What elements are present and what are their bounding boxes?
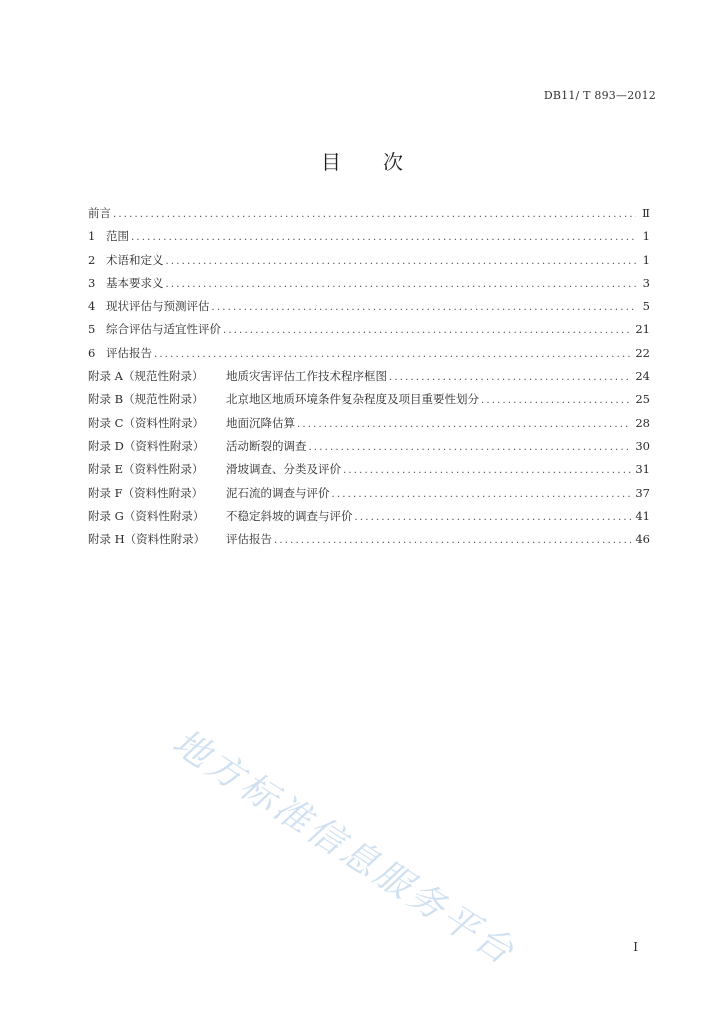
toc-item-1[interactable] <box>88 228 650 251</box>
toc-item-foreword[interactable] <box>88 205 650 228</box>
toc-item-page: 46 <box>635 532 650 547</box>
toc-item-label: 地质灾害评估工作技术程序框图 <box>226 369 387 384</box>
toc-item-page: 24 <box>635 369 650 384</box>
title-char-2: 次 <box>383 150 403 174</box>
toc-appendix-prefix: 附录 E（资料性附录） <box>88 462 204 477</box>
toc-item-page: 3 <box>642 275 650 290</box>
page-title <box>0 146 724 175</box>
toc-item-label: 地面沉降估算 <box>226 415 295 430</box>
toc-item-appendix-g[interactable] <box>88 508 650 531</box>
toc-item-2[interactable] <box>88 252 650 275</box>
toc-appendix-prefix: 附录 D（资料性附录） <box>88 438 205 453</box>
toc-item-6[interactable] <box>88 345 650 368</box>
toc-leader-dots <box>389 370 631 386</box>
toc-leader-dots <box>212 300 637 316</box>
toc-item-3[interactable] <box>88 275 650 298</box>
toc-item-page: 5 <box>642 299 650 314</box>
toc-item-label: 泥石流的调查与评价 <box>226 485 330 500</box>
toc-item-page: 28 <box>635 415 650 430</box>
toc-item-page: 25 <box>635 392 650 407</box>
watermark: 地方标准信息服务平台 <box>165 721 524 975</box>
toc-item-page: 21 <box>635 322 650 337</box>
toc-item-label: 综合评估与适宜性评价 <box>106 322 221 337</box>
toc-item-label: 基本要求义 <box>106 275 164 290</box>
toc-leader-dots <box>113 207 636 223</box>
toc-item-label: 术语和定义 <box>106 252 164 267</box>
toc-item-appendix-d[interactable] <box>88 438 650 461</box>
toc-leader-dots <box>343 463 631 479</box>
toc-appendix-prefix: 附录 F（资料性附录） <box>88 485 204 500</box>
toc-item-label: 滑坡调查、分类及评价 <box>226 462 341 477</box>
toc-item-page: 30 <box>635 438 650 453</box>
toc-leader-dots <box>131 230 636 246</box>
toc-item-page: 22 <box>635 345 650 360</box>
document-code: DB11/ T 893—2012 <box>543 89 656 102</box>
toc-item-label: 不稳定斜坡的调查与评价 <box>226 508 353 523</box>
toc-leader-dots <box>274 533 631 549</box>
toc-item-page: Ⅱ <box>642 206 650 220</box>
toc-item-appendix-c[interactable] <box>88 415 650 438</box>
toc-item-appendix-f[interactable] <box>88 485 650 508</box>
toc-item-number: 1 <box>88 229 96 244</box>
toc-item-5[interactable] <box>88 321 650 344</box>
title-char-1: 目 <box>321 150 341 174</box>
toc-item-appendix-e[interactable] <box>88 461 650 484</box>
toc-item-page: 37 <box>635 485 650 500</box>
toc-item-appendix-b[interactable] <box>88 391 650 414</box>
toc-item-label: 范围 <box>106 229 129 244</box>
toc-item-appendix-h[interactable] <box>88 531 650 554</box>
toc-item-appendix-a[interactable] <box>88 368 650 391</box>
toc-item-label: 评估报告 <box>226 532 272 547</box>
toc-item-4[interactable] <box>88 298 650 321</box>
toc-item-number: 6 <box>88 345 96 360</box>
toc-item-label: 前言 <box>88 206 111 220</box>
toc-appendix-prefix: 附录 G（资料性附录） <box>88 508 205 523</box>
toc-item-label: 现状评估与预测评估 <box>106 299 210 314</box>
toc-item-label: 活动断裂的调查 <box>226 438 307 453</box>
page-number: I <box>633 940 638 954</box>
toc-item-label: 北京地区地质环境条件复杂程度及项目重要性划分 <box>226 392 479 407</box>
toc-leader-dots <box>223 323 631 339</box>
toc-leader-dots <box>355 510 632 526</box>
toc-leader-dots <box>481 393 631 409</box>
toc-leader-dots <box>309 440 632 456</box>
toc-item-number: 4 <box>88 299 96 314</box>
toc-leader-dots <box>332 487 632 503</box>
toc-item-page: 31 <box>635 462 650 477</box>
toc-appendix-prefix: 附录 A（规范性附录） <box>88 369 204 384</box>
toc-leader-dots <box>297 417 631 433</box>
toc-item-number: 5 <box>88 322 96 337</box>
toc-item-page: 1 <box>642 252 650 267</box>
toc-item-label: 评估报告 <box>106 345 152 360</box>
toc-appendix-prefix: 附录 B（规范性附录） <box>88 392 204 407</box>
toc-item-number: 2 <box>88 252 96 267</box>
table-of-contents <box>88 205 650 554</box>
toc-item-page: 41 <box>635 508 650 523</box>
toc-leader-dots <box>154 347 631 363</box>
toc-leader-dots <box>166 277 637 293</box>
toc-item-page: 1 <box>642 229 650 244</box>
toc-appendix-prefix: 附录 C（资料性附录） <box>88 415 204 430</box>
toc-leader-dots <box>166 254 637 270</box>
toc-item-number: 3 <box>88 275 96 290</box>
toc-appendix-prefix: 附录 H（资料性附录） <box>88 532 206 547</box>
